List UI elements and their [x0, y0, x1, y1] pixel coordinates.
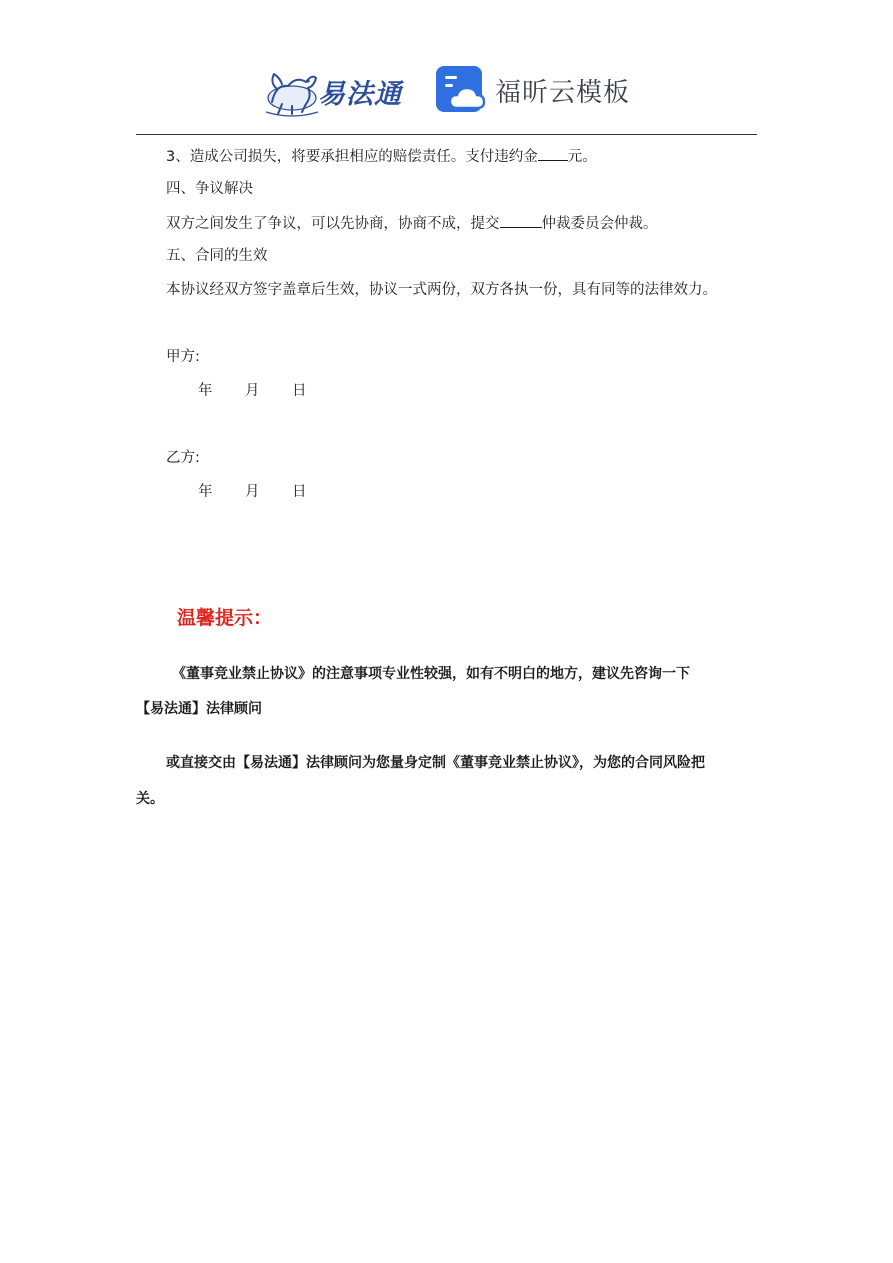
party-b-day: 日 — [292, 484, 307, 500]
header-divider — [136, 134, 757, 135]
party-a-label: 甲方: — [166, 349, 200, 365]
brand-name: 易法通 — [318, 79, 402, 110]
clause-3: 3、造成公司损失，将要承担相应的赔偿责任。支付违约金 元。 — [166, 145, 597, 167]
tips-paragraph-1-line-2: 【易法通】法律顾问 — [136, 701, 262, 717]
section-4-text: 双方之间发生了争议，可以先协商，协商不成，提交 仲裁委员会仲裁。 — [166, 212, 658, 234]
qilin-emblem-icon — [262, 62, 322, 120]
template-brand-name: 福昕云模板 — [495, 78, 631, 108]
cloud-document-icon — [436, 64, 486, 116]
fuxin-cloud-logo — [436, 64, 486, 116]
penalty-amount-blank — [538, 145, 568, 161]
party-a-month: 月 — [245, 383, 260, 399]
section-5-title: 五、合同的生效 — [166, 248, 268, 264]
tips-title: 温馨提示： — [177, 607, 273, 629]
section-4-title: 四、争议解决 — [166, 181, 253, 197]
tips-paragraph-1-line-1: 《董事竞业禁止协议》的注意事项专业性较强，如有不明白的地方，建议先咨询一下 — [172, 666, 690, 682]
party-b-month: 月 — [245, 484, 260, 500]
section-5-text: 本协议经双方签字盖章后生效，协议一式两份，双方各执一份，具有同等的法律效力。 — [166, 282, 717, 298]
arbitration-committee-blank — [500, 212, 542, 228]
party-a-year: 年 — [198, 383, 213, 399]
party-b-label: 乙方: — [166, 450, 200, 466]
party-b-year: 年 — [198, 484, 213, 500]
tips-paragraph-2-line-2: 关。 — [136, 791, 164, 807]
yifatong-logo — [262, 62, 412, 120]
document-header — [0, 58, 893, 124]
party-a-day: 日 — [292, 383, 307, 399]
tips-paragraph-2-line-1: 或直接交由【易法通】法律顾问为您量身定制《董事竞业禁止协议》，为您的合同风险把 — [166, 755, 705, 771]
